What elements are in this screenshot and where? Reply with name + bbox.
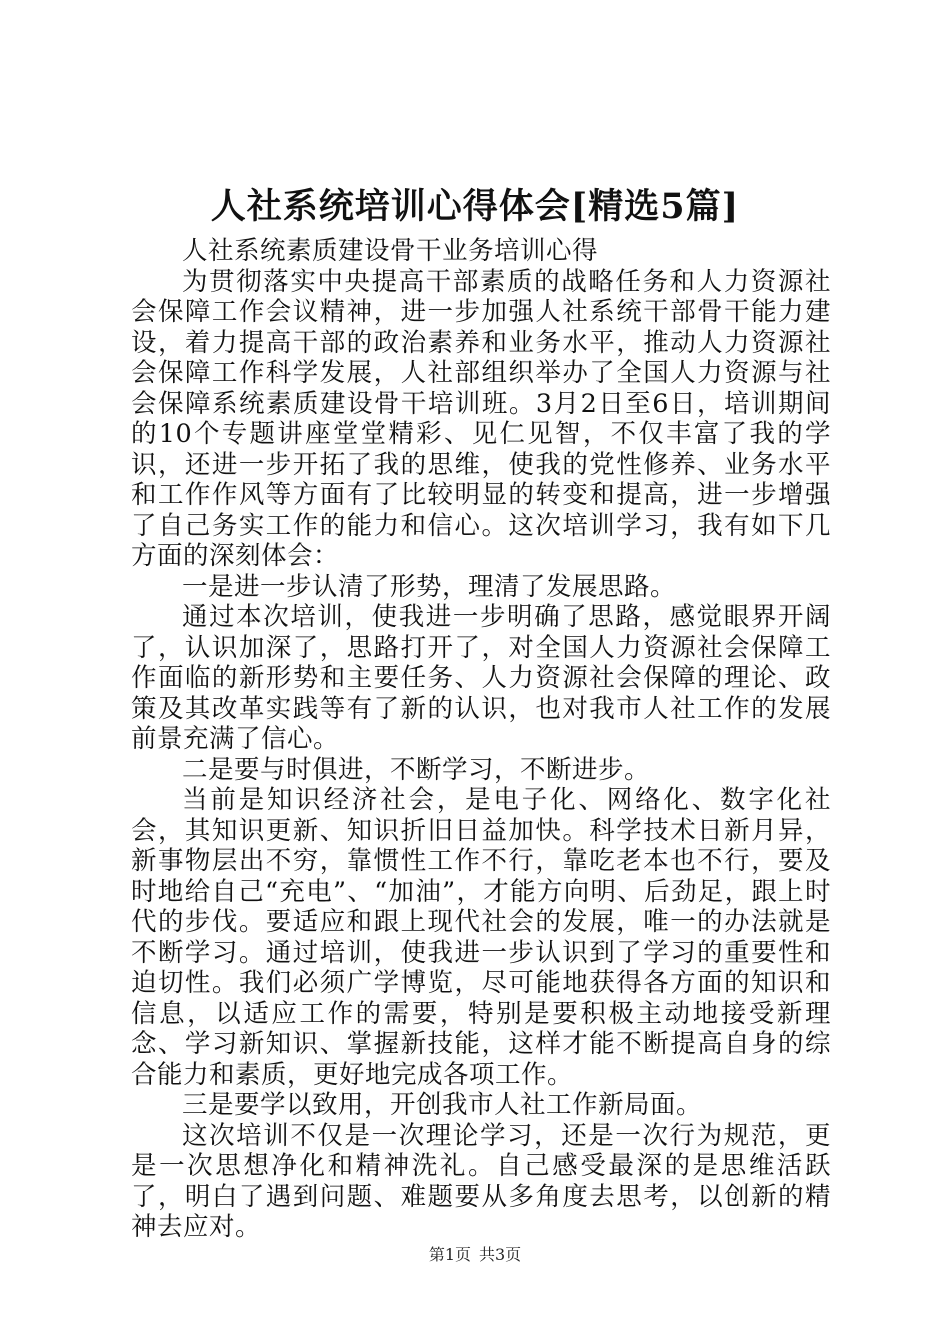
point-two-paragraph: 当前是知识经济社会，是电子化、网络化、数字化社会，其知识更新、知识折旧日益加快。科学技术日新月异，新事物层出不穷，靠惯性工作不行，靠吃老本也不行，要及时地给自己“充电”、“加油”，才能方向明、后劲足，跟上时代的步伐。要适应和跟上现代社会的发展，唯一的办法就是不断学习。通过培训，使我进一步认识到了学习的重要性和迫切性。我们必须广学博览，尽可能地获得各方面的知识和信息，以适应工作的需要，特别是要积极主动地接受新理念、学习新知识、掌握新技能，这样才能不断提高自身的综合能力和素质，更好地完成各项工作。 [131,785,831,1090]
page-number: 第1页 [428,1245,471,1264]
point-three-paragraph: 这次培训不仅是一次理论学习，还是一次行为规范，更是一次思想净化和精神洗礼。自己感受最深的是思维活跃了，明白了遇到问题、难题要从多角度去思考，以创新的精神去应对。 [131,1120,831,1242]
point-two-heading: 二是要与时俱进，不断学习，不断进步。 [182,754,651,785]
point-three-heading: 三是要学以致用，开创我市人社工作新局面。 [182,1090,703,1120]
document-title: 人社系统培训心得体会[精选5篇] [210,186,740,227]
subtitle-paragraph: 人社系统素质建设骨干业务培训心得 [182,236,599,266]
intro-paragraph: 为贯彻落实中央提高干部素质的战略任务和人力资源社会保障工作会议精神，进一步加强人社系统干部骨干能力建设，着力提高干部的政治素养和业务水平，推动人力资源社会保障工作科学发展，人社部组织举办了全国人力资源与社会保障系统素质建设骨干培训班。3月2日至6日，培训期间的10个专题讲座堂堂精彩、见仁见智，不仅丰富了我的学识，还进一步开拓了我的思维，使我的党性修养、业务水平和工作作风等方面有了比较明显的转变和提高，进一步增强了自己务实工作的能力和信心。这次培训学习，我有如下几方面的深刻体会： [131,266,831,571]
point-one-paragraph: 通过本次培训，使我进一步明确了思路，感觉眼界开阔了，认识加深了，思路打开了，对全国人力资源社会保障工作面临的新形势和主要任务、人力资源社会保障的理论、政策及其改革实践等有了新的认识，也对我市人社工作的发展前景充满了信心。 [131,602,831,754]
document-body [131,236,831,1243]
point-one-heading: 一是进一步认清了形势，理清了发展思路。 [182,571,677,602]
page-footer [0,1244,950,1266]
page-total: 共3页 [479,1245,522,1264]
